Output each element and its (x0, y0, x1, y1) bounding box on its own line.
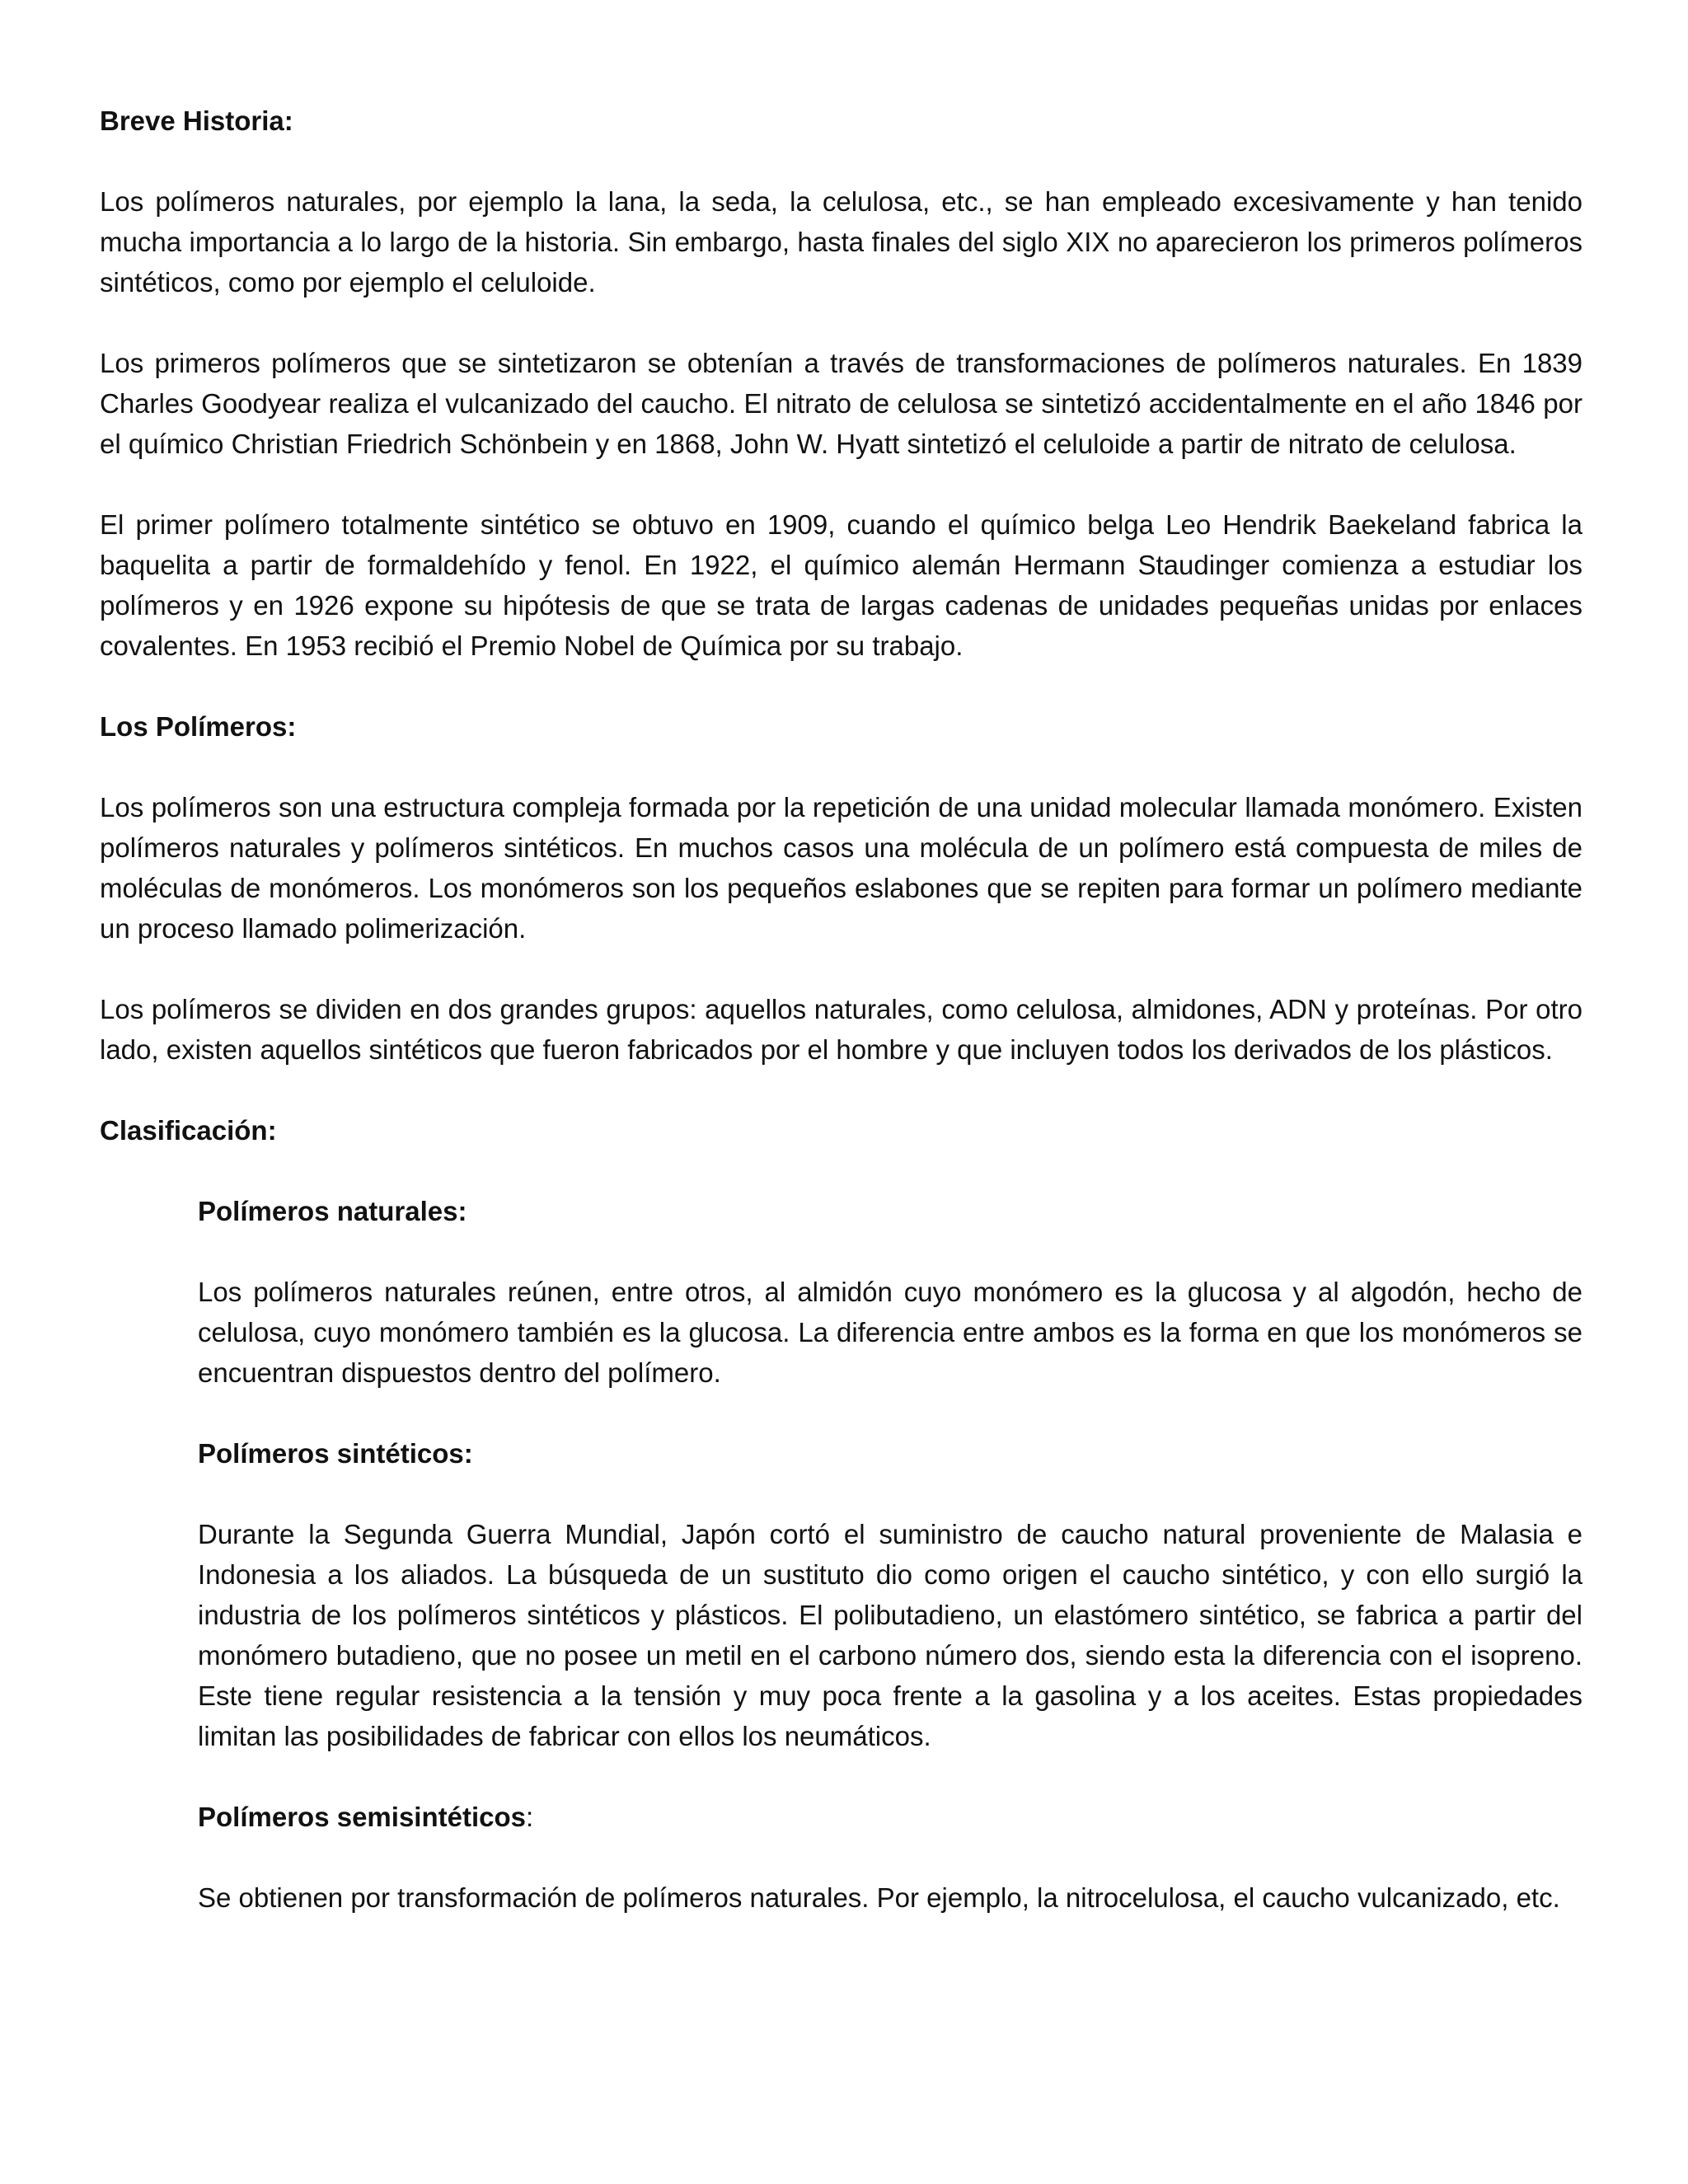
paragraph-polimeros-naturales: Los polímeros naturales reúnen, entre otros, al almidón cuyo monómero es la glucosa y al algodón, hecho de celulosa, cuyo monómero también es la glucosa. La diferencia entre ambos es la forma en que los monómeros se encuentran dispuestos dentro del polímero. (198, 1277, 1582, 1388)
paragraph-historia-2: Los primeros polímeros que se sintetizaron se obtenían a través de transformaciones de polímeros naturales. En 1839 Charles Goodyear realiza el vulcanizado del caucho. El nitrato de celulosa se sintetizó accidentalmente en el año 1846 por el químico Christian Friedrich Schönbein y en 1868, John W. Hyatt sintetizó el celuloide a partir de nitrato de celulosa. (100, 348, 1582, 459)
paragraph-polimeros-1: Los polímeros son una estructura compleja formada por la repetición de una unidad molecular llamada monómero. Existen polímeros naturales y polímeros sintéticos. En muchos casos una molécula de un polímero está compuesta de miles de moléculas de monómeros. Los monómeros son los pequeños eslabones que se repiten para formar un polímero mediante un proceso llamado polimerización. (100, 792, 1582, 944)
paragraph-polimeros-semisinteticos: Se obtienen por transformación de polímeros naturales. Por ejemplo, la nitrocelulosa, el caucho vulcanizado, etc. (198, 1882, 1560, 1913)
subheading-semisinteticos-colon: : (525, 1802, 534, 1832)
paragraph-historia-3: El primer polímero totalmente sintético se obtuvo en 1909, cuando el químico belga Leo Hendrik Baekeland fabrica la baquelita a partir de formaldehído y fenol. En 1922, el químico alemán Hermann Staudinger comienza a estudiar los polímeros y en 1926 expone su hipótesis de que se trata de largas cadenas de unidades pequeñas unidas por enlaces covalentes. En 1953 recibió el Premio Nobel de Química por su trabajo. (100, 509, 1582, 661)
subheading-polimeros-sinteticos: Polímeros sintéticos: (198, 1438, 473, 1469)
subheading-polimeros-naturales: Polímeros naturales: (198, 1196, 467, 1226)
paragraph-polimeros-sinteticos: Durante la Segunda Guerra Mundial, Japón cortó el suministro de caucho natural proveniente de Malasia e Indonesia a los aliados. La búsqueda de un sustituto dio como origen el caucho sintético, y con ello surgió la industria de los polímeros sintéticos y plásticos. El polibutadieno, un elastómero sintético, se fabrica a partir del monómero butadieno, que no posee un metil en el carbono número dos, siendo esta la diferencia con el isopreno. Este tiene regular resistencia a la tensión y muy poca frente a la gasolina y a los aceites. Estas propiedades limitan las posibilidades de fabricar con ellos los neumáticos. (198, 1519, 1582, 1751)
section-heading-clasificacion: Clasificación: (100, 1115, 277, 1146)
paragraph-polimeros-2: Los polímeros se dividen en dos grandes grupos: aquellos naturales, como celulosa, almidones, ADN y proteínas. Por otro lado, existen aquellos sintéticos que fueron fabricados por el hombre y que incluyen todos los derivados de los plásticos. (100, 994, 1582, 1065)
paragraph-historia-1: Los polímeros naturales, por ejemplo la lana, la seda, la celulosa, etc., se han empleado excesivamente y han tenido mucha importancia a lo largo de la historia. Sin embargo, hasta finales del siglo XIX no aparecieron los primeros polímeros sintéticos, como por ejemplo el celuloide. (100, 186, 1582, 298)
section-heading-breve-historia: Breve Historia: (100, 105, 293, 136)
section-heading-los-polimeros: Los Polímeros: (100, 711, 297, 742)
subheading-semisinteticos-label: Polímeros semisintéticos (198, 1802, 526, 1832)
subheading-polimeros-semisinteticos (198, 1797, 1582, 1837)
